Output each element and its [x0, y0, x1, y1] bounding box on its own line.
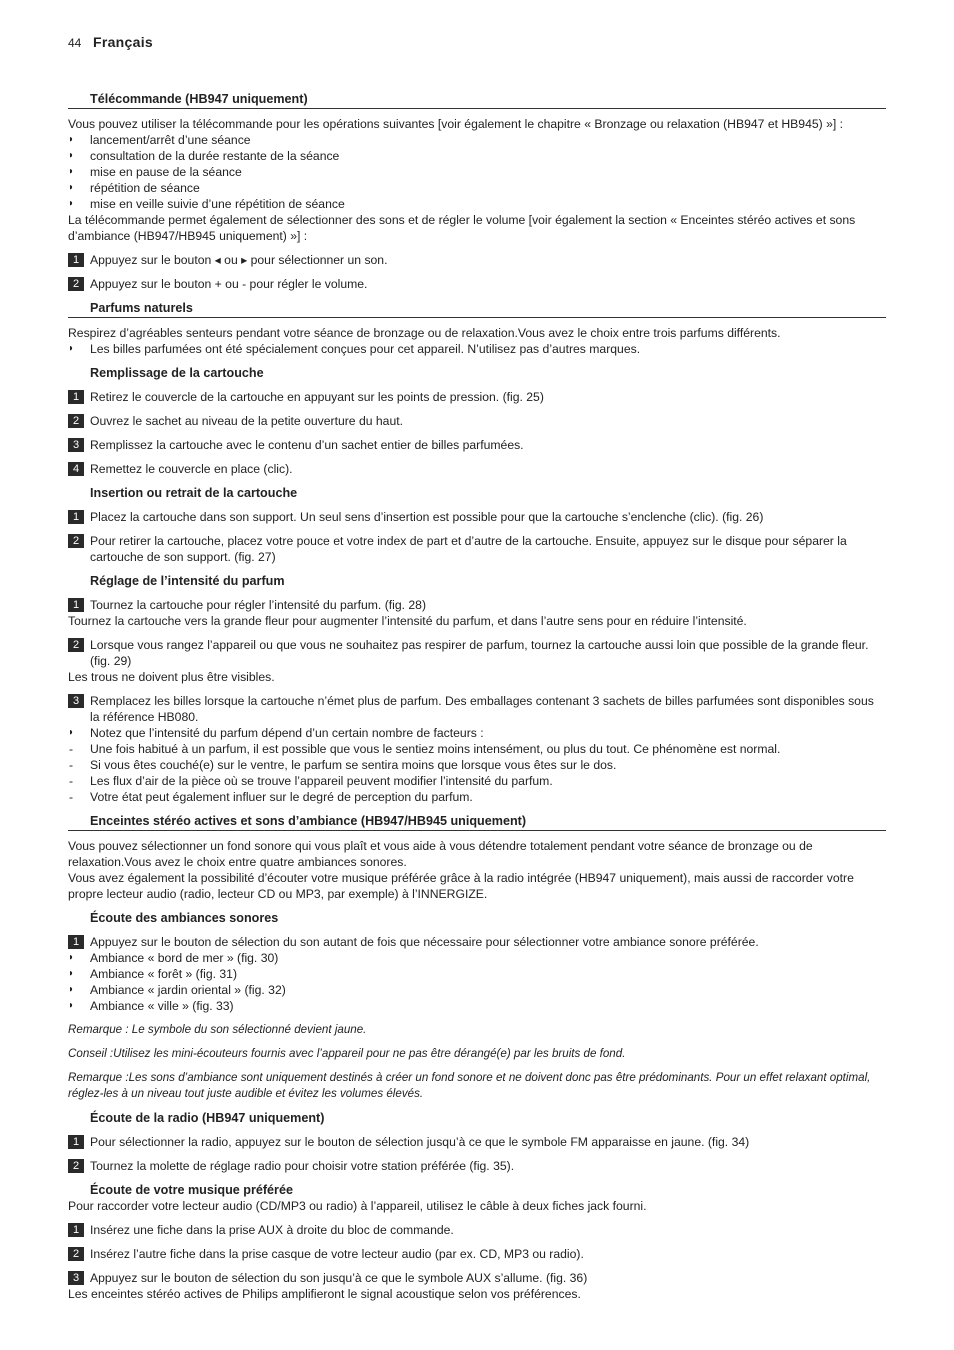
dash-item: - Si vous êtes couché(e) sur le ventre, le parfum se sentira moins que lorsque vous êtes sur le dos.: [68, 757, 886, 773]
page-number: 44: [68, 36, 82, 50]
step-item: [68, 533, 886, 565]
subsection-title-insertion: Insertion ou retrait de la cartouche: [90, 486, 298, 500]
paragraph: Pour raccorder votre lecteur audio (CD/MP3 ou radio) à l’appareil, utilisez le câble à deux fiches jack fourni.: [68, 1199, 647, 1213]
step-text: Appuyez sur le bouton + ou - pour régler le volume.: [90, 277, 368, 291]
dash-item: - Votre état peut également influer sur le degré de perception du parfum.: [68, 789, 886, 805]
step-text: Remplissez la cartouche avec le contenu d’un sachet entier de billes parfumées.: [90, 438, 524, 452]
dash-item: - Les flux d’air de la pièce où se trouve l’appareil peuvent modifier l’intensité du parfum.: [68, 773, 886, 789]
tip: Conseil :Utilisez les mini-écouteurs fournis avec l’appareil pour ne pas être dérangé(e) par les bruits de fond.: [68, 1047, 626, 1060]
step-number: 2: [68, 638, 84, 652]
step-number: 3: [68, 694, 84, 708]
step-text: Remettez le couvercle en place (clic).: [90, 462, 293, 476]
list-item: ◗ Notez que l’intensité du parfum dépend d’un certain nombre de facteurs :: [68, 725, 886, 741]
subsection-title-ambiances: Écoute des ambiances sonores: [90, 911, 279, 925]
page-header: [68, 34, 153, 50]
step-number: 3: [68, 438, 84, 452]
step-text: Appuyez sur le bouton de sélection du son autant de fois que nécessaire pour sélectionner votre ambiance sonore préférée.: [90, 935, 759, 949]
step-text: Pour sélectionner la radio, appuyez sur le bouton de sélection jusqu’à ce que le symbole FM apparaisse en jaune. (fig. 34): [90, 1135, 750, 1149]
step-item: [68, 276, 886, 292]
subsection-title-reglage: Réglage de l’intensité du parfum: [90, 574, 285, 588]
page-content: [68, 91, 886, 1302]
step-number: 1: [68, 598, 84, 612]
list-item: ◗ mise en pause de la séance: [68, 164, 886, 180]
list-item: ◗ répétition de séance: [68, 180, 886, 196]
step-text: Tournez la molette de réglage radio pour choisir votre station préférée (fig. 35).: [90, 1159, 515, 1173]
step-item: [68, 389, 886, 405]
paragraph: Respirez d’agréables senteurs pendant votre séance de bronzage ou de relaxation.Vous avez le choix entre trois parfums différents.: [68, 326, 781, 340]
paragraph: Vous pouvez sélectionner un fond sonore qui vous plaît et vous aide à vous détendre totalement pendant votre séance de bronzage ou de relaxation.Vous avez le choix entre quatre ambiances sonores.: [68, 839, 813, 869]
step-number: 3: [68, 1271, 84, 1285]
step-item: [68, 252, 886, 268]
step-item: [68, 413, 886, 429]
step-item: [68, 693, 886, 725]
step-text: Insérez l’autre fiche dans la prise casque de votre lecteur audio (par ex. CD, MP3 ou radio).: [90, 1247, 584, 1261]
list-item: ◗ Ambiance « jardin oriental » (fig. 32): [68, 982, 886, 998]
step-item: [68, 1270, 886, 1286]
step-text: Appuyez sur le bouton de sélection du son jusqu’à ce que le symbole AUX s’allume. (fig. 36): [90, 1271, 588, 1285]
step-text: Placez la cartouche dans son support. Un seul sens d’insertion est possible pour que la cartouche s’enclenche (clic). (fig. 26): [90, 510, 764, 524]
list-item: ◗ Ambiance « bord de mer » (fig. 30): [68, 950, 886, 966]
step-number: 2: [68, 1247, 84, 1261]
section-title-parfums: Parfums naturels: [68, 300, 886, 318]
list-item: ◗ Les billes parfumées ont été spécialement conçues pour cet appareil. N’utilisez pas d’autres marques.: [68, 341, 886, 357]
step-item: [68, 509, 886, 525]
note: Remarque :Les sons d’ambiance sont uniquement destinés à créer un fond sonore et ne doivent donc pas être prédominants. Pour un effet relaxant optimal, réglez-les à un niveau tout juste audible et évitez les volumes élevés.: [68, 1071, 871, 1100]
step-text: Pour retirer la cartouche, placez votre pouce et votre index de part et d’autre de la cartouche. Ensuite, appuyez sur le disque pour séparer la cartouche de son support. (fig. 27): [90, 534, 847, 564]
step-text: Remplacez les billes lorsque la cartouche n’émet plus de parfum. Des emballages contenant 3 sachets de billes parfumées sont disponibles sous la référence HB080.: [90, 694, 874, 724]
step-number: 2: [68, 534, 84, 548]
paragraph: Vous pouvez utiliser la télécommande pour les opérations suivantes [voir également le chapitre « Bronzage ou relaxation (HB947 et HB945) »] :: [68, 117, 844, 131]
step-number: 2: [68, 1159, 84, 1173]
step-item: [68, 1246, 886, 1262]
step-number: 2: [68, 277, 84, 291]
note: Remarque : Le symbole du son sélectionné devient jaune.: [68, 1023, 367, 1036]
step-item: [68, 461, 886, 477]
page-language: Français: [92, 34, 153, 50]
step-number: 2: [68, 414, 84, 428]
paragraph: Les trous ne doivent plus être visibles.: [68, 670, 275, 684]
subsection-title-remplissage: Remplissage de la cartouche: [90, 366, 264, 380]
step-item: [68, 1158, 886, 1174]
step-number: 4: [68, 462, 84, 476]
list-item: ◗ Ambiance « ville » (fig. 33): [68, 998, 886, 1014]
step-item: [68, 597, 886, 613]
step-number: 1: [68, 1135, 84, 1149]
step-text: Ouvrez le sachet au niveau de la petite ouverture du haut.: [90, 414, 404, 428]
step-text: Retirez le couvercle de la cartouche en appuyant sur les points de pression. (fig. 25): [90, 390, 544, 404]
section-title-telecommande: Télécommande (HB947 uniquement): [68, 91, 886, 109]
subsection-title-musique: Écoute de votre musique préférée: [90, 1183, 293, 1197]
step-item: [68, 637, 886, 669]
step-number: 1: [68, 253, 84, 267]
subsection-title-radio: Écoute de la radio (HB947 uniquement): [90, 1111, 325, 1125]
list-item: ◗ Ambiance « forêt » (fig. 31): [68, 966, 886, 982]
step-item: [68, 1222, 886, 1238]
step-number: 1: [68, 510, 84, 524]
step-number: 1: [68, 390, 84, 404]
list-item: ◗ mise en veille suivie d’une répétition de séance: [68, 196, 886, 212]
step-number: 1: [68, 935, 84, 949]
paragraph: Les enceintes stéréo actives de Philips amplifieront le signal acoustique selon vos préférences.: [68, 1287, 581, 1301]
step-text: Insérez une fiche dans la prise AUX à droite du bloc de commande.: [90, 1223, 454, 1237]
step-item: [68, 1134, 886, 1150]
step-item: [68, 437, 886, 453]
step-item: [68, 934, 886, 950]
dash-item: - Une fois habitué à un parfum, il est possible que vous le sentiez moins intensément, ou plus du tout. Ce phénomène est normal.: [68, 741, 886, 757]
step-text: Appuyez sur le bouton ◂ ou ▸ pour sélectionner un son.: [90, 253, 388, 267]
paragraph: La télécommande permet également de sélectionner des sons et de régler le volume [voir également la section « Enceintes stéréo actives et sons d’ambiance (HB947/HB945 uniquement) »] :: [68, 213, 856, 243]
step-text: Lorsque vous rangez l’appareil ou que vous ne souhaitez pas respirer de parfum, tournez la cartouche aussi loin que possible de la grande fleur. (fig. 29): [90, 638, 869, 668]
paragraph: Vous avez également la possibilité d’écouter votre musique préférée grâce à la radio intégrée (HB947 uniquement), mais aussi de raccorder votre propre lecteur audio (radio, lecteur CD ou MP3, par exemple) à l’INNERGIZE.: [68, 871, 854, 901]
list-item: ◗ consultation de la durée restante de la séance: [68, 148, 886, 164]
section-title-enceintes: Enceintes stéréo actives et sons d’ambiance (HB947/HB945 uniquement): [68, 813, 886, 831]
paragraph: Tournez la cartouche vers la grande fleur pour augmenter l’intensité du parfum, et dans l’autre sens pour en réduire l’intensité.: [68, 614, 747, 628]
list-item: ◗ lancement/arrêt d’une séance: [68, 132, 886, 148]
step-text: Tournez la cartouche pour régler l’intensité du parfum. (fig. 28): [90, 598, 427, 612]
step-number: 1: [68, 1223, 84, 1237]
